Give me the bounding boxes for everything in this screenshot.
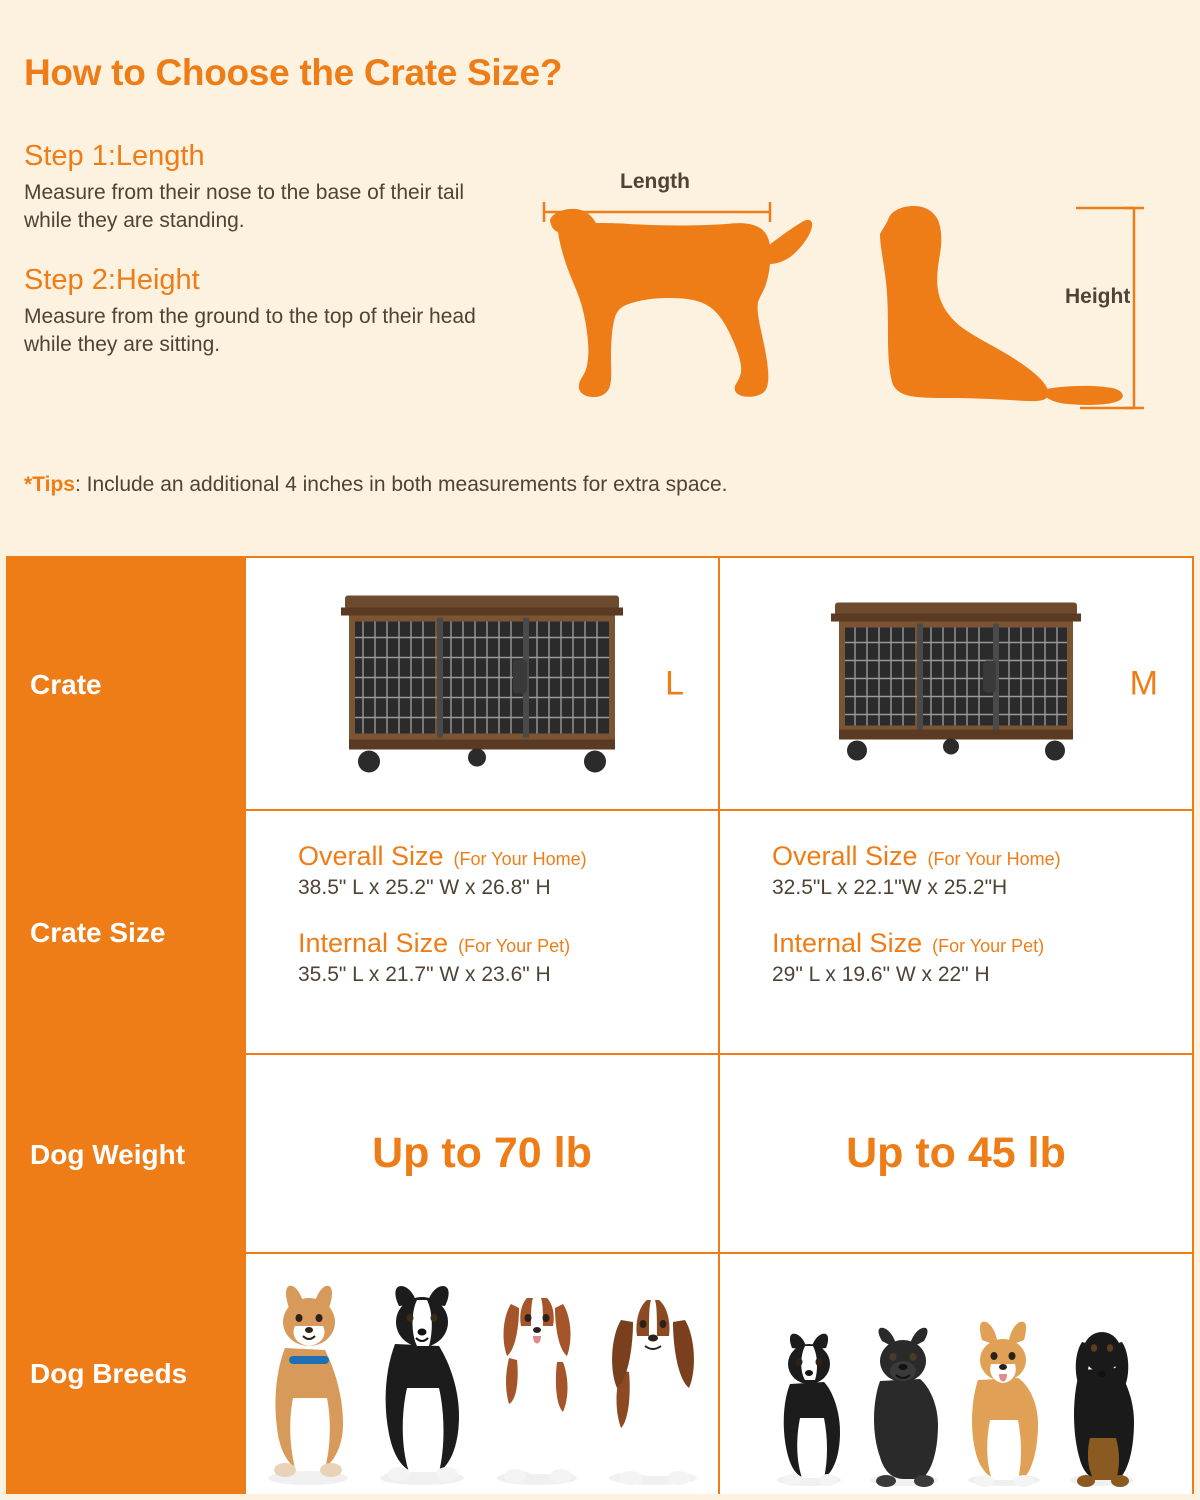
dog-breeds-images-medium xyxy=(720,1254,1192,1494)
dog-breed-corgi xyxy=(956,1320,1052,1488)
step-1-body: Measure from their nose to the base of their tail while they are standing. xyxy=(24,181,465,232)
row-label-crate-size: Crate Size xyxy=(8,811,244,1055)
crate-image-large xyxy=(317,581,647,786)
measurement-diagram xyxy=(520,160,1180,420)
overall-size-sub-large: (For Your Home) xyxy=(453,849,587,869)
dog-breeds-cell-medium xyxy=(718,1254,1192,1494)
crate-illustration-large xyxy=(317,581,647,781)
crate-cell-medium xyxy=(718,558,1192,811)
overall-size-line-medium xyxy=(772,841,1192,872)
dog-breed-border-collie xyxy=(367,1278,477,1488)
steps-section xyxy=(24,140,524,389)
row-label-crate: Crate xyxy=(8,558,244,811)
size-badge-medium: M xyxy=(1129,664,1158,702)
crate-size-cell-medium xyxy=(718,811,1192,1055)
crate-size-block-large xyxy=(246,811,718,987)
dog-breeds-images-large xyxy=(246,1254,718,1494)
step-2-heading: Step 2:Height xyxy=(24,264,200,297)
internal-size-line-medium xyxy=(772,928,1192,959)
page-title: How to Choose the Crate Size? xyxy=(24,52,563,93)
dog-breed-welsh-springer-spaniel xyxy=(483,1278,591,1488)
internal-size-value-large: 35.5" L x 21.7" W x 23.6" H xyxy=(298,963,551,986)
dog-weight-value-large: Up to 70 lb xyxy=(372,1129,592,1177)
internal-size-title-medium: Internal Size xyxy=(772,928,923,958)
internal-size-sub-medium: (For Your Pet) xyxy=(932,936,1045,956)
crate-size-block-medium xyxy=(720,811,1192,987)
dog-weight-cell-medium xyxy=(718,1055,1192,1254)
internal-size-line-large xyxy=(298,928,718,959)
crate-size-cell-large xyxy=(244,811,718,1055)
length-dimension-label: Length xyxy=(620,170,690,193)
dog-breed-shiba-inu xyxy=(255,1278,361,1488)
crate-illustration-medium xyxy=(811,590,1101,772)
step-1-heading: Step 1:Length xyxy=(24,140,205,172)
dog-breed-boston-terrier xyxy=(766,1328,852,1488)
height-dimension-label: Height xyxy=(1065,285,1131,308)
row-label-dog-weight: Dog Weight xyxy=(8,1055,244,1254)
row-label-dog-breeds: Dog Breeds xyxy=(8,1254,244,1494)
overall-size-title-large: Overall Size xyxy=(298,841,444,871)
crate-cell-large xyxy=(244,558,718,811)
size-badge-large: L xyxy=(665,664,684,702)
dog-breed-dachshund xyxy=(1058,1318,1146,1488)
overall-size-title-medium: Overall Size xyxy=(772,841,918,871)
dog-breed-french-bulldog xyxy=(858,1323,950,1488)
overall-size-sub-medium: (For Your Home) xyxy=(927,849,1061,869)
internal-size-value-medium: 29" L x 19.6" W x 22" H xyxy=(772,963,990,986)
dog-breeds-cell-large xyxy=(244,1254,718,1494)
dog-breed-basset-hound xyxy=(597,1278,709,1488)
overall-size-line-large xyxy=(298,841,718,872)
crate-comparison-table xyxy=(6,556,1194,1494)
overall-size-value-large: 38.5" L x 25.2" W x 26.8" H xyxy=(298,876,551,899)
overall-size-value-medium: 32.5"L x 22.1"W x 25.2"H xyxy=(772,876,1008,899)
internal-size-title-large: Internal Size xyxy=(298,928,449,958)
tips-note xyxy=(24,473,728,497)
tips-label: *Tips xyxy=(24,473,75,496)
crate-image-medium xyxy=(811,590,1101,777)
tips-text: : Include an additional 4 inches in both measurements for extra space. xyxy=(74,473,728,496)
dog-weight-value-medium: Up to 45 lb xyxy=(846,1129,1066,1177)
dog-weight-cell-large xyxy=(244,1055,718,1254)
step-2-body: Measure from the ground to the top of their head while they are sitting. xyxy=(24,305,476,357)
internal-size-sub-large: (For Your Pet) xyxy=(458,936,571,956)
